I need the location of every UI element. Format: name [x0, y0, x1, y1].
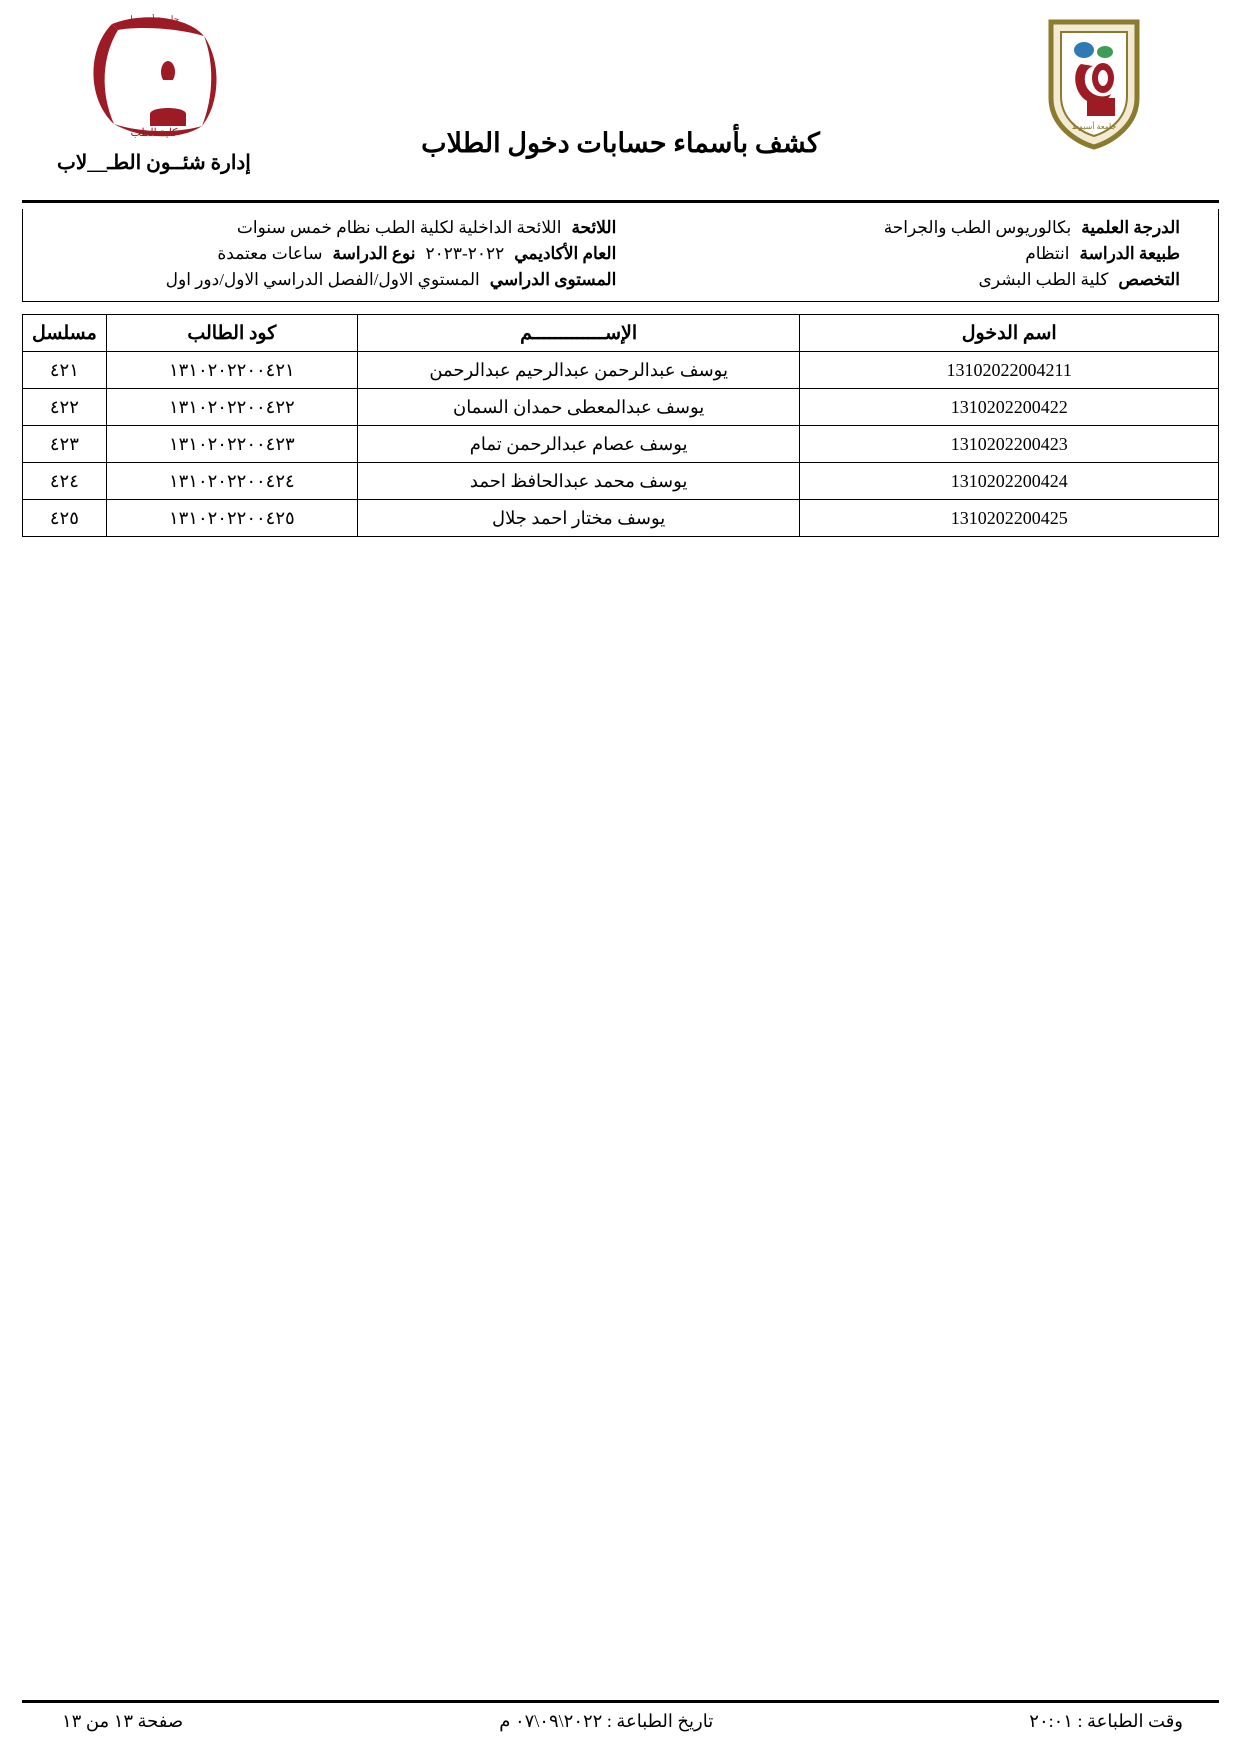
cell-seq: ٤٢٢: [23, 389, 107, 426]
degree-value: بكالوريوس الطب والجراحة: [883, 218, 1072, 237]
cell-name: يوسف عبدالمعطى حمدان السمان: [357, 389, 800, 426]
regulation-value: اللائحة الداخلية لكلية الطب نظام خمس سنوات: [236, 218, 562, 237]
year-label: العام الأكاديمي: [514, 244, 617, 263]
regulation-label: اللائحة: [571, 218, 617, 237]
cell-seq: ٤٢٣: [23, 426, 107, 463]
meta-major: [632, 270, 1218, 290]
document-footer: [22, 1700, 1219, 1732]
meta-row-year: [23, 241, 1218, 267]
cell-seq: ٤٢١: [23, 352, 107, 389]
cell-code: ١٣١٠٢٠٢٢٠٠٤٢١: [106, 352, 357, 389]
cell-login: 1310202200425: [800, 500, 1219, 537]
cell-code: ١٣١٠٢٠٢٢٠٠٤٢٤: [106, 463, 357, 500]
crescent-medicine-logo: [82, 14, 227, 144]
table-header-row: [23, 315, 1219, 352]
level-value: المستوي الاول/الفصل الدراسي الاول/دور اول: [165, 270, 480, 289]
svg-text:جامعة أسيوط: جامعة أسيوط: [128, 14, 180, 24]
degree-label: الدرجة العلمية: [1081, 218, 1180, 237]
meta-year: [23, 244, 632, 264]
document-header: [22, 0, 1219, 200]
page-number: صفحة ١٣ من ١٣: [62, 1711, 184, 1731]
cell-login: 1310202200424: [800, 463, 1219, 500]
meta-row-regulation: [23, 215, 1218, 241]
level-label: المستوى الدراسي: [489, 270, 617, 289]
column-header-name: الإســـــــــــــم: [357, 315, 800, 352]
meta-level: [23, 270, 632, 290]
students-table: [22, 314, 1219, 537]
table-row: [23, 389, 1219, 426]
study-type-value: ساعات معتمدة: [217, 244, 323, 263]
meta-info-box: [22, 209, 1219, 302]
cell-name: يوسف محمد عبدالحافظ احمد: [357, 463, 800, 500]
column-header-code: كود الطالب: [106, 315, 357, 352]
major-label: التخصص: [1118, 270, 1180, 289]
print-time: وقت الطباعة : ٢٠:٠١: [1029, 1711, 1183, 1731]
table-row: [23, 352, 1219, 389]
cell-code: ١٣١٠٢٠٢٢٠٠٤٢٣: [106, 426, 357, 463]
cell-code: ١٣١٠٢٠٢٢٠٠٤٢٢: [106, 389, 357, 426]
page-title: كشف بأسماء حسابات دخول الطلاب: [421, 128, 820, 158]
department-label: إدارة شئــون الطـ__لاب: [57, 152, 251, 174]
cell-code: ١٣١٠٢٠٢٢٠٠٤٢٥: [106, 500, 357, 537]
study-nature-value: انتظام: [1025, 244, 1070, 263]
cell-name: يوسف مختار احمد جلال: [357, 500, 800, 537]
meta-degree: [632, 218, 1218, 238]
print-date: تاريخ الطباعة : ٢٠٢٢\٠٩\٠٧ م: [499, 1711, 714, 1731]
column-header-seq: مسلسل: [23, 315, 107, 352]
meta-regulation: [23, 218, 632, 238]
cell-name: يوسف عبدالرحمن عبدالرحيم عبدالرحمن: [357, 352, 800, 389]
svg-text:جامعة أسيوط: جامعة أسيوط: [1071, 122, 1117, 131]
meta-row-level: [23, 267, 1218, 293]
cell-login: 1310202200422: [800, 389, 1219, 426]
table-row: [23, 426, 1219, 463]
meta-study-nature: [632, 244, 1218, 264]
major-value: كلية الطب البشرى: [978, 270, 1109, 289]
svg-text:كلية الطب: كلية الطب: [130, 127, 178, 139]
study-nature-label: طبيعة الدراسة: [1079, 244, 1180, 263]
study-type-label: نوع الدراسة: [332, 244, 416, 263]
cell-login: 1310202200423: [800, 426, 1219, 463]
column-header-login: اسم الدخول: [800, 315, 1219, 352]
table-row: [23, 463, 1219, 500]
header-divider: [22, 200, 1219, 203]
table-row: [23, 500, 1219, 537]
cell-seq: ٤٢٥: [23, 500, 107, 537]
cell-seq: ٤٢٤: [23, 463, 107, 500]
year-value: ٢٠٢٢-٢٠٢٣: [425, 244, 505, 263]
cell-name: يوسف عصام عبدالرحمن تمام: [357, 426, 800, 463]
cell-login: 13102022004211: [800, 352, 1219, 389]
